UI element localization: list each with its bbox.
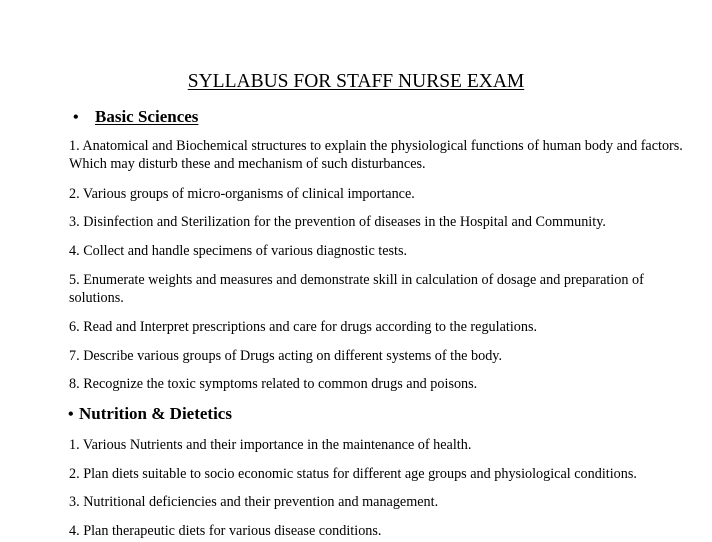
- list-item: 2. Various groups of micro-organisms of clinical importance.: [69, 186, 415, 202]
- section-heading-label: Basic Sciences: [95, 107, 199, 126]
- list-item: 5. Enumerate weights and measures and demonstrate skill in calculation of dosage and preparation of solutions.: [69, 272, 644, 306]
- bullet-icon: •: [68, 406, 74, 423]
- list-item: 4. Collect and handle specimens of various diagnostic tests.: [69, 243, 408, 259]
- section-heading-label: Nutrition & Dietetics: [79, 404, 232, 423]
- list-item: 3. Nutritional deficiencies and their prevention and management.: [69, 494, 439, 510]
- list-item: 6. Read and Interpret prescriptions and care for drugs according to the regulations.: [69, 319, 538, 335]
- section-heading-basic-sciences: [73, 106, 198, 129]
- list-item: 2. Plan diets suitable to socio economic status for different age groups and physiological conditions.: [69, 466, 637, 482]
- list-item: 1. Anatomical and Biochemical structures to explain the physiological functions of human body and factors. Which may disturb these and mechanism of such disturbances.: [69, 138, 683, 172]
- list-item: 3. Disinfection and Sterilization for the prevention of diseases in the Hospital and Community.: [69, 214, 606, 230]
- page-title: SYLLABUS FOR STAFF NURSE EXAM: [187, 71, 525, 92]
- list-item: 1. Various Nutrients and their importance in the maintenance of health.: [69, 437, 472, 453]
- section-heading-nutrition-dietetics: [68, 403, 232, 426]
- bullet-icon: •: [73, 109, 79, 126]
- list-item: 7. Describe various groups of Drugs acting on different systems of the body.: [69, 348, 503, 364]
- list-item: 4. Plan therapeutic diets for various disease conditions.: [69, 523, 382, 539]
- list-item: 8. Recognize the toxic symptoms related to common drugs and poisons.: [69, 376, 478, 392]
